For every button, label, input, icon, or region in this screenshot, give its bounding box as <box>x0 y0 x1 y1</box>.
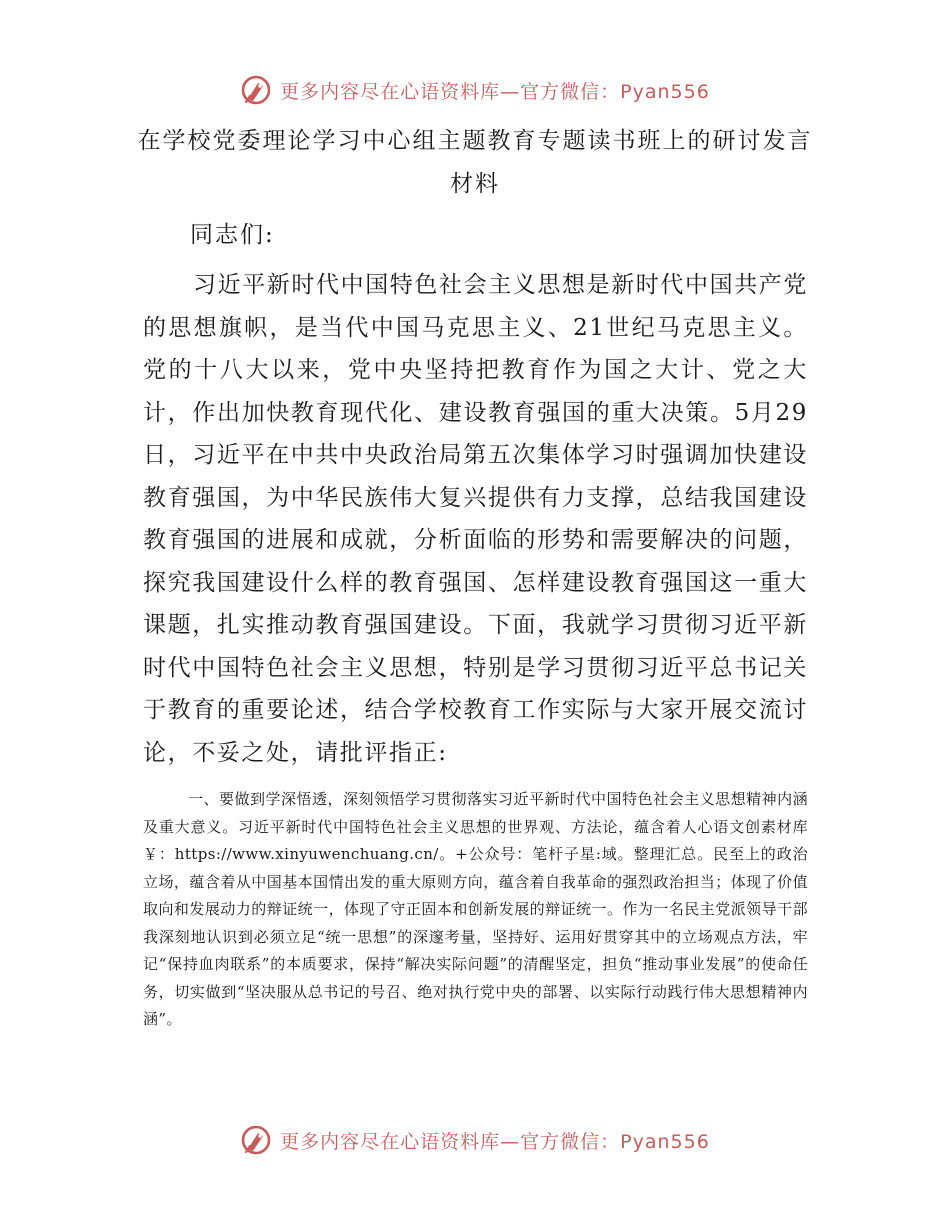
intro-paragraph: 习近平新时代中国特色社会主义思想是新时代中国共产党的思想旗帜，是当代中国马克思主义、21世纪马克思主义。党的十八大以来，党中央坚持把教育作为国之大计、党之大计，作出加快教育现代化、建设教育强国的重大决策。5月29日，习近平在中共中央政治局第五次集体学习时强调加快建设教育强国，为中华民族伟大复兴提供有力支撑，总结我国建设教育强国的进展和成就，分析面临的形势和需要解决的问题，探究我国建设什么样的教育强国、怎样建设教育强国这一重大课题，扎实推动教育强国建设。下面，我就学习贯彻习近平新时代中国特色社会主义思想，特别是学习贯彻习近平总书记关于教育的重要论述，结合学校教育工作实际与大家开展交流讨论，不妥之处，请批评指正: <box>143 272 808 766</box>
section-one-paragraph: 一、要做到学深悟透，深刻领悟学习贯彻落实习近平新时代中国特色社会主义思想精神内涵及重大意义。习近平新时代中国特色社会主义思想的世界观、方法论，蕴含着人心语文创素材库￥：https://www.xinyuwenchuang.cn/。+公众号：笔杆子星:域。整理汇总。民至上的政治立场，蕴含着从中国基本国情出发的重大原则方向，蕴含着自我革命的强烈政治担当；体现了价值取向和发展动力的辩证统一，体现了守正固本和创新发展的辩证统一。作为一名民主党派领导干部我深刻地认识到必须立足“统一思想”的深邃考量，坚持好、运用好贯穿其中的立场观点方法，牢记“保持血肉联系”的本质要求，保持“解决实际问题”的清醒坚定，担负“推动事业发展”的使命任务，切实做到“坚决服从总书记的号召、绝对执行党中央的部署、以实际行动践行伟大思想精神内涵”。 <box>143 790 808 1028</box>
watermark-text: 更多内容尽在心语资料库—官方微信：Pyan556 <box>280 80 710 103</box>
pen-nib-logo-icon <box>240 1124 272 1156</box>
footer-watermark-banner <box>0 1120 950 1160</box>
salutation: 同志们: <box>190 222 275 248</box>
header-watermark-banner <box>0 70 950 110</box>
document-title: 在学校党委理论学习中心组主题教育专题读书班上的研讨发言材料 <box>137 128 813 197</box>
pen-nib-logo-icon <box>240 74 272 106</box>
watermark-text: 更多内容尽在心语资料库—官方微信：Pyan556 <box>280 1130 710 1153</box>
